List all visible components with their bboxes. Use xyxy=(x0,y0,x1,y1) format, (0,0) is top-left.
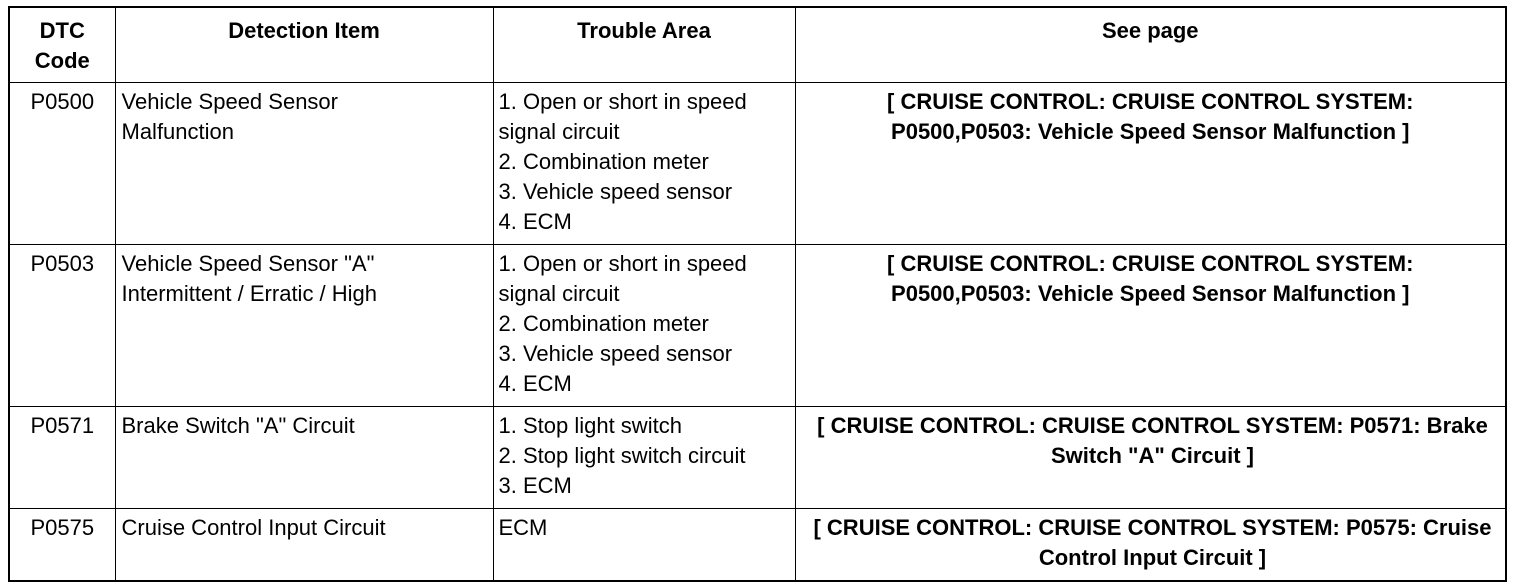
see-page-text[interactable]: [ CRUISE CONTROL: CRUISE CONTROL SYSTEM: P0500,P0503: Vehicle Speed Sensor Malfunction ] xyxy=(887,89,1414,144)
detection-item-text: Vehicle Speed Sensor "A" Intermittent / Erratic / High xyxy=(121,251,378,306)
table-row xyxy=(9,245,1506,407)
header-detection-item: Detection Item xyxy=(115,7,493,83)
trouble-area-line: 2. Stop light switch circuit xyxy=(498,443,746,468)
detection-item-cell: Brake Switch "A" Circuit xyxy=(115,407,493,509)
trouble-area-line: 3. ECM xyxy=(498,473,572,498)
trouble-area-cell xyxy=(493,245,795,407)
header-trouble-area: Trouble Area xyxy=(493,7,795,83)
trouble-area-line: 4. ECM xyxy=(498,209,572,234)
header-dtc-code xyxy=(9,7,115,83)
trouble-area-line: 1. Stop light switch xyxy=(498,413,682,438)
table-row xyxy=(9,83,1506,245)
see-page-link[interactable] xyxy=(795,245,1506,407)
see-page-text[interactable]: [ CRUISE CONTROL: CRUISE CONTROL SYSTEM: P0571: Brake Switch "A" Circuit ] xyxy=(817,413,1488,468)
table-row xyxy=(9,509,1506,581)
see-page-link[interactable] xyxy=(795,83,1506,245)
table-header-row xyxy=(9,7,1506,83)
detection-item-cell xyxy=(115,83,493,245)
dtc-table xyxy=(8,6,1507,582)
trouble-area-line: 2. Combination meter xyxy=(498,149,709,174)
detection-item-cell: Cruise Control Input Circuit xyxy=(115,509,493,581)
header-dtc-code-label: DTC Code xyxy=(34,18,90,73)
dtc-code-cell: P0575 xyxy=(9,509,115,581)
trouble-area-line: 1. Open or short in speed signal circuit xyxy=(498,89,747,144)
see-page-text[interactable]: [ CRUISE CONTROL: CRUISE CONTROL SYSTEM: P0575: Cruise Control Input Circuit ] xyxy=(813,515,1492,570)
see-page-link[interactable] xyxy=(795,407,1506,509)
trouble-area-line: 4. ECM xyxy=(498,371,572,396)
detection-item-text: Vehicle Speed Sensor Malfunction xyxy=(121,89,338,144)
trouble-area-line: ECM xyxy=(498,515,548,540)
dtc-code-cell: P0500 xyxy=(9,83,115,245)
trouble-area-line: 3. Vehicle speed sensor xyxy=(498,341,733,366)
dtc-code-cell: P0571 xyxy=(9,407,115,509)
trouble-area-line: 2. Combination meter xyxy=(498,311,709,336)
trouble-area-line: 3. Vehicle speed sensor xyxy=(498,179,733,204)
trouble-area-cell xyxy=(493,83,795,245)
see-page-text[interactable]: [ CRUISE CONTROL: CRUISE CONTROL SYSTEM: P0500,P0503: Vehicle Speed Sensor Malfunction ] xyxy=(887,251,1414,306)
detection-item-cell xyxy=(115,245,493,407)
see-page-link[interactable] xyxy=(795,509,1506,581)
trouble-area-cell xyxy=(493,509,795,581)
trouble-area-line: 1. Open or short in speed signal circuit xyxy=(498,251,747,306)
trouble-area-cell xyxy=(493,407,795,509)
header-see-page: See page xyxy=(795,7,1506,83)
dtc-code-cell: P0503 xyxy=(9,245,115,407)
table-row xyxy=(9,407,1506,509)
